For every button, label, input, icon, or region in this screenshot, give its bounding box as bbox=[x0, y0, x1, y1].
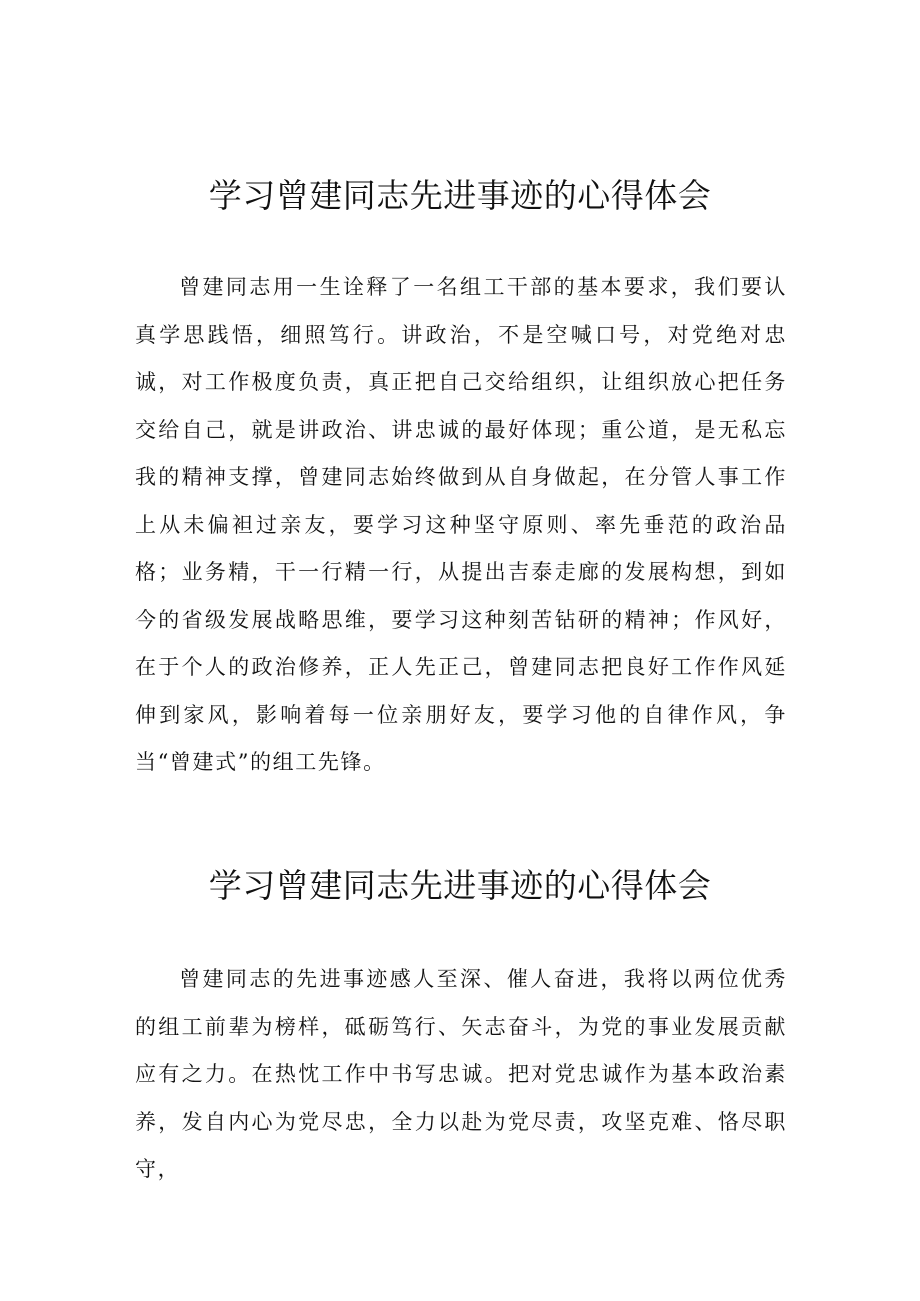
article-title-1: 学习曾建同志先进事迹的心得体会 bbox=[208, 176, 712, 215]
article-title-2: 学习曾建同志先进事迹的心得体会 bbox=[208, 866, 712, 905]
article-paragraph-2: 曾建同志的先进事迹感人至深、催人奋进，我将以两位优秀的组工前辈为榜样，砥砺笃行、矢志奋斗，为党的事业发展贡献应有之力。在热忱工作中书写忠诚。把对党忠诚作为基本政治素养，发自内心为党尽忠，全力以赴为党尽责，攻坚克难、恪尽职守， bbox=[135, 967, 787, 1181]
article-paragraph-1: 曾建同志用一生诠释了一名组工干部的基本要求，我们要认真学思践悟，细照笃行。讲政治，不是空喊口号，对党绝对忠诚，对工作极度负责，真正把自己交给组织，让组织放心把任务交给自己，就是讲政治、讲忠诚的最好体现；重公道，是无私忘我的精神支撑，曾建同志始终做到从自身做起，在分管人事工作上从未偏袒过亲友，要学习这种坚守原则、率先垂范的政治品格；业务精，干一行精一行，从提出吉泰走廊的发展构想，到如今的省级发展战略思维，要学习这种刻苦钻研的精神；作风好，在于个人的政治修养，正人先正己，曾建同志把良好工作作风延伸到家风，影响着每一位亲朋好友，要学习他的自律作风，争当“曾建式”的组工先锋。 bbox=[135, 275, 787, 774]
article-section-2 bbox=[0, 862, 920, 1181]
article-section-1 bbox=[0, 172, 920, 774]
